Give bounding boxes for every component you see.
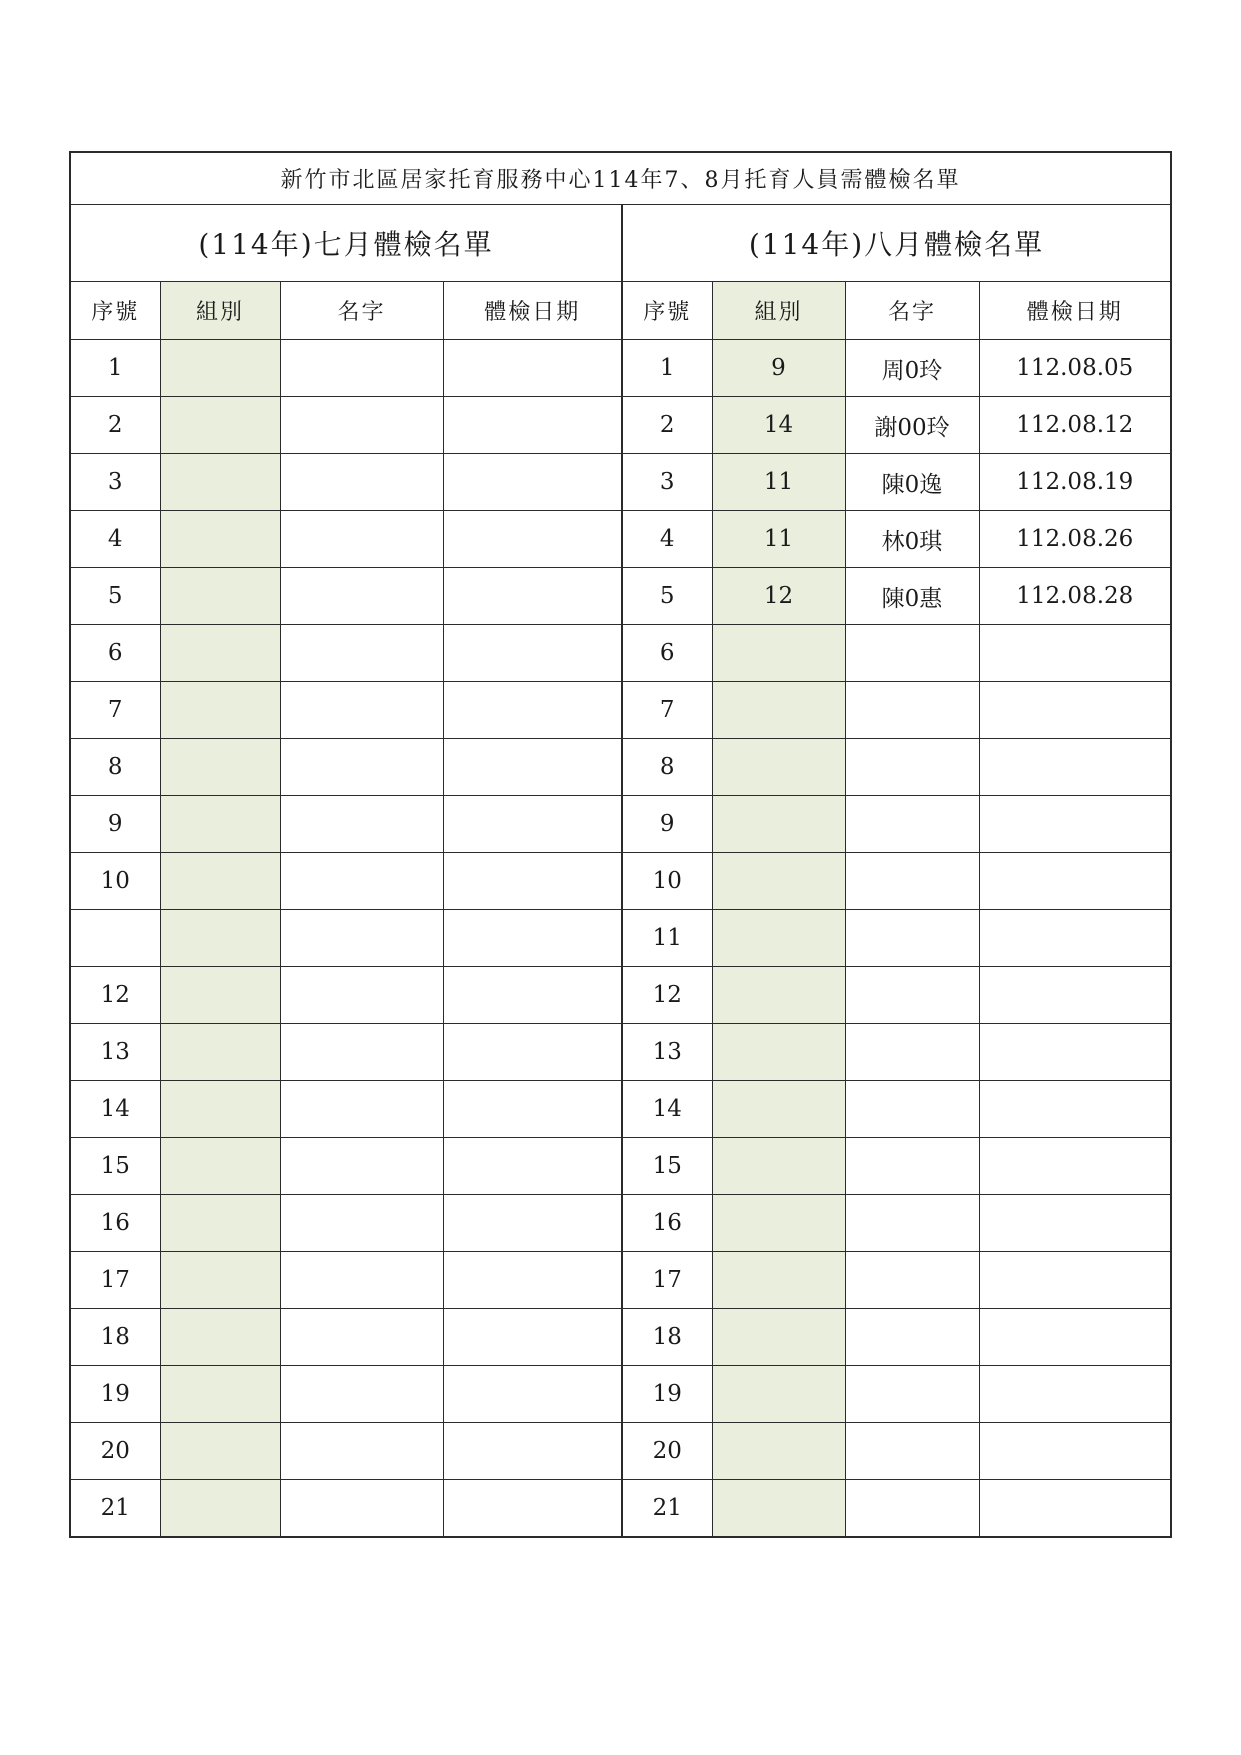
- august-no-cell: 8: [622, 739, 712, 796]
- august-no-cell: 12: [622, 967, 712, 1024]
- august-date-cell: [979, 625, 1171, 682]
- july-date-cell: [443, 1024, 622, 1081]
- july-name-cell: [280, 1252, 443, 1309]
- july-no-cell: [70, 910, 160, 967]
- august-date-cell: 112.08.28: [979, 568, 1171, 625]
- july-date-cell: [443, 397, 622, 454]
- august-group-cell: [712, 1195, 845, 1252]
- august-name-cell: [845, 1195, 979, 1252]
- july-name-cell: [280, 625, 443, 682]
- august-group-cell: 9: [712, 340, 845, 397]
- july-group-cell: [160, 1024, 280, 1081]
- table-row: [70, 1309, 1171, 1366]
- july-no-cell: 19: [70, 1366, 160, 1423]
- july-no-cell: 17: [70, 1252, 160, 1309]
- august-name-cell: 林0琪: [845, 511, 979, 568]
- july-name-cell: [280, 682, 443, 739]
- july-date-cell: [443, 739, 622, 796]
- july-date-cell: [443, 340, 622, 397]
- august-no-cell: 11: [622, 910, 712, 967]
- table-row: [70, 853, 1171, 910]
- august-name-cell: [845, 1024, 979, 1081]
- july-name-cell: [280, 1138, 443, 1195]
- august-name-cell: 周0玲: [845, 340, 979, 397]
- july-header-no: 序號: [70, 282, 160, 340]
- table-row: [70, 454, 1171, 511]
- august-date-cell: [979, 1309, 1171, 1366]
- table-row: [70, 397, 1171, 454]
- august-name-cell: [845, 853, 979, 910]
- august-no-cell: 9: [622, 796, 712, 853]
- august-group-cell: [712, 1309, 845, 1366]
- document-title: 新竹市北區居家托育服務中心114年7、8月托育人員需體檢名單: [70, 152, 1171, 205]
- august-no-cell: 14: [622, 1081, 712, 1138]
- july-name-cell: [280, 739, 443, 796]
- august-no-cell: 4: [622, 511, 712, 568]
- august-no-cell: 18: [622, 1309, 712, 1366]
- august-header-name: 名字: [845, 282, 979, 340]
- july-no-cell: 2: [70, 397, 160, 454]
- july-group-cell: [160, 910, 280, 967]
- july-date-cell: [443, 625, 622, 682]
- august-date-cell: 112.08.12: [979, 397, 1171, 454]
- july-no-cell: 15: [70, 1138, 160, 1195]
- july-date-cell: [443, 682, 622, 739]
- table-row: [70, 625, 1171, 682]
- august-date-cell: [979, 1081, 1171, 1138]
- july-name-cell: [280, 1024, 443, 1081]
- july-name-cell: [280, 796, 443, 853]
- august-no-cell: 21: [622, 1480, 712, 1538]
- july-date-cell: [443, 1252, 622, 1309]
- august-name-cell: 謝00玲: [845, 397, 979, 454]
- july-date-cell: [443, 1195, 622, 1252]
- table-row: [70, 1252, 1171, 1309]
- august-group-cell: [712, 1138, 845, 1195]
- august-name-cell: [845, 1423, 979, 1480]
- august-group-cell: [712, 1480, 845, 1538]
- july-group-cell: [160, 1423, 280, 1480]
- july-group-cell: [160, 340, 280, 397]
- august-no-cell: 2: [622, 397, 712, 454]
- august-date-cell: [979, 1423, 1171, 1480]
- health-check-roster-table: [69, 151, 1172, 1538]
- august-name-cell: [845, 1366, 979, 1423]
- july-group-cell: [160, 1081, 280, 1138]
- table-row: [70, 1024, 1171, 1081]
- august-date-cell: [979, 1480, 1171, 1538]
- august-group-cell: [712, 1366, 845, 1423]
- july-name-cell: [280, 1195, 443, 1252]
- table-row: [70, 967, 1171, 1024]
- july-no-cell: 16: [70, 1195, 160, 1252]
- table-row: [70, 1138, 1171, 1195]
- august-group-cell: [712, 1252, 845, 1309]
- august-date-cell: 112.08.26: [979, 511, 1171, 568]
- july-group-cell: [160, 853, 280, 910]
- august-date-cell: 112.08.19: [979, 454, 1171, 511]
- july-group-cell: [160, 796, 280, 853]
- july-no-cell: 4: [70, 511, 160, 568]
- august-group-cell: [712, 967, 845, 1024]
- july-name-cell: [280, 1480, 443, 1538]
- july-group-cell: [160, 1195, 280, 1252]
- july-date-cell: [443, 1480, 622, 1538]
- july-no-cell: 1: [70, 340, 160, 397]
- august-date-cell: [979, 910, 1171, 967]
- july-no-cell: 8: [70, 739, 160, 796]
- august-date-cell: [979, 739, 1171, 796]
- august-no-cell: 16: [622, 1195, 712, 1252]
- july-date-cell: [443, 796, 622, 853]
- august-group-cell: [712, 796, 845, 853]
- july-no-cell: 21: [70, 1480, 160, 1538]
- august-no-cell: 20: [622, 1423, 712, 1480]
- august-section-heading: (114年)八月體檢名單: [622, 205, 1171, 282]
- august-name-cell: [845, 910, 979, 967]
- title-row: [70, 152, 1171, 205]
- august-name-cell: [845, 967, 979, 1024]
- july-name-cell: [280, 853, 443, 910]
- july-date-cell: [443, 454, 622, 511]
- july-group-cell: [160, 1366, 280, 1423]
- july-date-cell: [443, 910, 622, 967]
- july-no-cell: 7: [70, 682, 160, 739]
- july-no-cell: 3: [70, 454, 160, 511]
- july-no-cell: 9: [70, 796, 160, 853]
- august-no-cell: 3: [622, 454, 712, 511]
- july-group-cell: [160, 1138, 280, 1195]
- august-name-cell: [845, 1081, 979, 1138]
- july-no-cell: 5: [70, 568, 160, 625]
- august-name-cell: [845, 682, 979, 739]
- july-name-cell: [280, 1309, 443, 1366]
- august-group-cell: 11: [712, 454, 845, 511]
- august-date-cell: [979, 853, 1171, 910]
- july-group-cell: [160, 682, 280, 739]
- july-group-cell: [160, 511, 280, 568]
- july-name-cell: [280, 1081, 443, 1138]
- july-date-cell: [443, 1309, 622, 1366]
- august-group-cell: 14: [712, 397, 845, 454]
- july-group-cell: [160, 397, 280, 454]
- july-group-cell: [160, 739, 280, 796]
- august-name-cell: [845, 1252, 979, 1309]
- july-no-cell: 18: [70, 1309, 160, 1366]
- july-name-cell: [280, 910, 443, 967]
- august-no-cell: 5: [622, 568, 712, 625]
- july-header-date: 體檢日期: [443, 282, 622, 340]
- july-no-cell: 12: [70, 967, 160, 1024]
- august-date-cell: [979, 1195, 1171, 1252]
- table-row: [70, 340, 1171, 397]
- july-name-cell: [280, 454, 443, 511]
- table-row: [70, 910, 1171, 967]
- table-row: [70, 682, 1171, 739]
- august-no-cell: 19: [622, 1366, 712, 1423]
- august-name-cell: [845, 796, 979, 853]
- july-date-cell: [443, 1081, 622, 1138]
- july-no-cell: 20: [70, 1423, 160, 1480]
- july-group-cell: [160, 1480, 280, 1538]
- july-group-cell: [160, 625, 280, 682]
- august-name-cell: [845, 625, 979, 682]
- august-date-cell: [979, 1366, 1171, 1423]
- july-name-cell: [280, 568, 443, 625]
- july-section-heading: (114年)七月體檢名單: [70, 205, 622, 282]
- august-group-cell: [712, 682, 845, 739]
- july-group-cell: [160, 967, 280, 1024]
- august-name-cell: 陳0惠: [845, 568, 979, 625]
- august-no-cell: 10: [622, 853, 712, 910]
- july-name-cell: [280, 1423, 443, 1480]
- august-name-cell: [845, 739, 979, 796]
- august-date-cell: 112.08.05: [979, 340, 1171, 397]
- july-header-group: 組別: [160, 282, 280, 340]
- august-date-cell: [979, 796, 1171, 853]
- august-group-cell: [712, 853, 845, 910]
- table-row: [70, 568, 1171, 625]
- july-group-cell: [160, 1309, 280, 1366]
- july-date-cell: [443, 1138, 622, 1195]
- august-name-cell: [845, 1138, 979, 1195]
- august-group-cell: [712, 910, 845, 967]
- july-name-cell: [280, 340, 443, 397]
- table-row: [70, 796, 1171, 853]
- july-group-cell: [160, 568, 280, 625]
- august-group-cell: [712, 739, 845, 796]
- august-date-cell: [979, 1252, 1171, 1309]
- july-name-cell: [280, 1366, 443, 1423]
- august-no-cell: 1: [622, 340, 712, 397]
- july-date-cell: [443, 1423, 622, 1480]
- august-group-cell: 11: [712, 511, 845, 568]
- july-no-cell: 10: [70, 853, 160, 910]
- august-no-cell: 15: [622, 1138, 712, 1195]
- table-row: [70, 1366, 1171, 1423]
- august-name-cell: [845, 1309, 979, 1366]
- july-date-cell: [443, 853, 622, 910]
- august-date-cell: [979, 1024, 1171, 1081]
- july-group-cell: [160, 454, 280, 511]
- august-group-cell: [712, 625, 845, 682]
- august-header-date: 體檢日期: [979, 282, 1171, 340]
- july-date-cell: [443, 967, 622, 1024]
- july-name-cell: [280, 511, 443, 568]
- july-name-cell: [280, 967, 443, 1024]
- august-header-no: 序號: [622, 282, 712, 340]
- august-group-cell: [712, 1423, 845, 1480]
- july-header-name: 名字: [280, 282, 443, 340]
- section-heading-row: [70, 205, 1171, 282]
- august-no-cell: 7: [622, 682, 712, 739]
- july-no-cell: 14: [70, 1081, 160, 1138]
- august-date-cell: [979, 682, 1171, 739]
- july-name-cell: [280, 397, 443, 454]
- august-group-cell: [712, 1024, 845, 1081]
- august-header-group: 組別: [712, 282, 845, 340]
- column-header-row: [70, 282, 1171, 340]
- table-row: [70, 739, 1171, 796]
- table-row: [70, 511, 1171, 568]
- july-date-cell: [443, 511, 622, 568]
- august-name-cell: [845, 1480, 979, 1538]
- august-date-cell: [979, 967, 1171, 1024]
- august-name-cell: 陳0逸: [845, 454, 979, 511]
- july-date-cell: [443, 568, 622, 625]
- table-row: [70, 1081, 1171, 1138]
- august-group-cell: [712, 1081, 845, 1138]
- july-no-cell: 6: [70, 625, 160, 682]
- table-row: [70, 1423, 1171, 1480]
- july-group-cell: [160, 1252, 280, 1309]
- august-no-cell: 13: [622, 1024, 712, 1081]
- august-no-cell: 17: [622, 1252, 712, 1309]
- august-no-cell: 6: [622, 625, 712, 682]
- august-date-cell: [979, 1138, 1171, 1195]
- table-row: [70, 1195, 1171, 1252]
- july-date-cell: [443, 1366, 622, 1423]
- august-group-cell: 12: [712, 568, 845, 625]
- july-no-cell: 13: [70, 1024, 160, 1081]
- table-row: [70, 1480, 1171, 1538]
